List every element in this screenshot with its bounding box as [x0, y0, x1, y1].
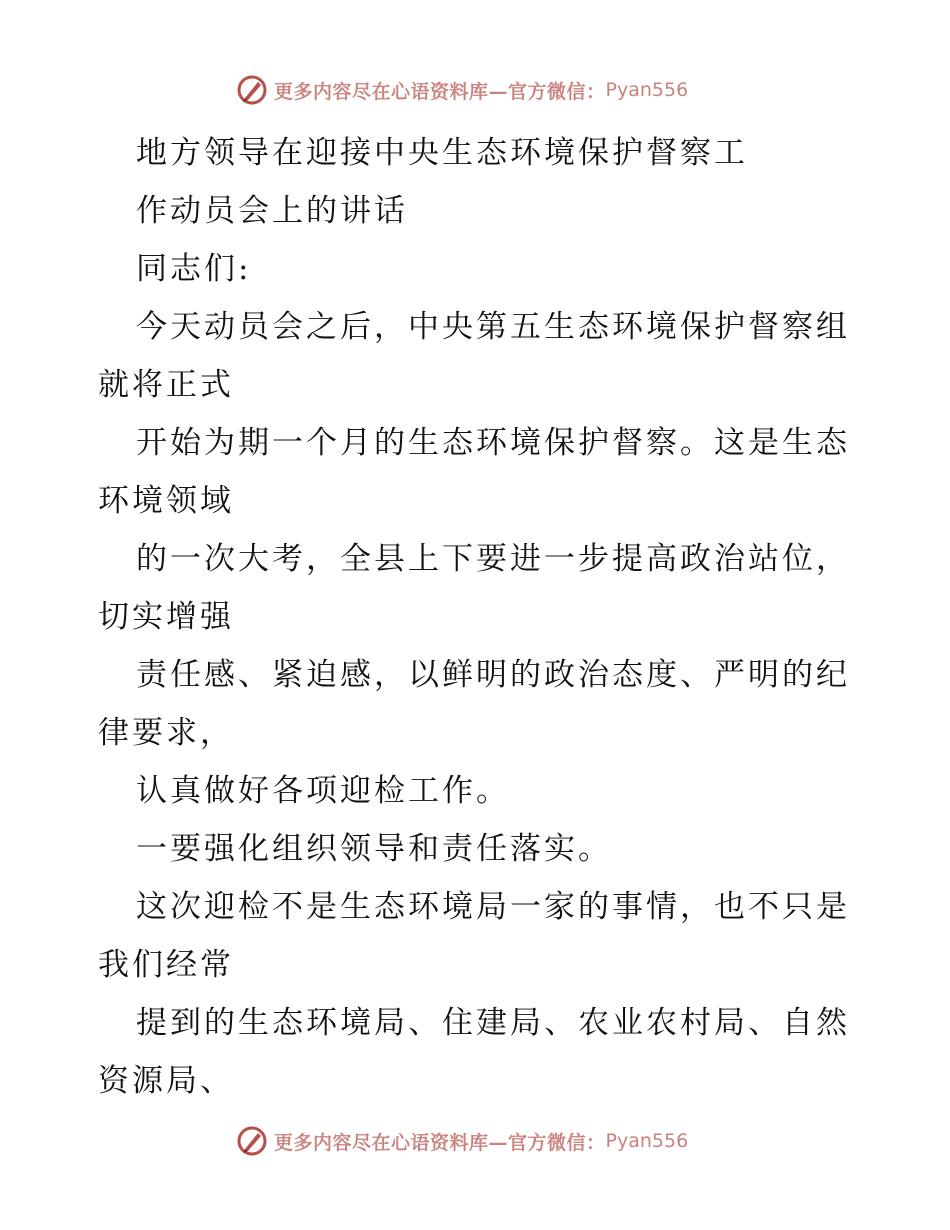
- text-line: 的一次大考，全县上下要进一步提高政治站位，: [136, 541, 850, 577]
- text-line: 切实增强: [98, 599, 234, 635]
- text-line: 资源局、: [98, 1063, 234, 1099]
- text-line: 地方领导在迎接中央生态环境保护督察工: [136, 135, 748, 171]
- text-line: 作动员会上的讲话: [136, 193, 408, 229]
- text-line: 一要强化组织领导和责任落实。: [136, 831, 612, 867]
- text-line: 认真做好各项迎检工作。: [136, 773, 510, 809]
- text-line: 同志们:: [136, 251, 252, 287]
- pen-logo-icon: [236, 74, 268, 106]
- text-line: 律要求，: [98, 715, 234, 751]
- pen-logo-icon: [236, 1125, 268, 1157]
- text-line: 今天动员会之后，中央第五生态环境保护督察组: [136, 309, 850, 345]
- watermark-wechat-id: Pyan556: [605, 1130, 689, 1152]
- text-line: 我们经常: [98, 947, 234, 983]
- text-line: 责任感、紧迫感，以鲜明的政治态度、严明的纪: [136, 657, 850, 693]
- text-line: 这次迎检不是生态环境局一家的事情，也不只是: [136, 889, 850, 925]
- watermark-wechat-id: Pyan556: [605, 79, 689, 101]
- document-body: [98, 124, 858, 1110]
- text-line: 提到的生态环境局、住建局、农业农村局、自然: [136, 1005, 850, 1041]
- watermark-text: 更多内容尽在心语资料库—官方微信：: [274, 80, 606, 103]
- text-line: 就将正式: [98, 367, 234, 403]
- footer-watermark: [236, 1124, 688, 1158]
- watermark-text: 更多内容尽在心语资料库—官方微信：: [274, 1131, 606, 1154]
- text-line: 开始为期一个月的生态环境保护督察。这是生态: [136, 425, 850, 461]
- header-watermark: [236, 73, 688, 107]
- text-line: 环境领域: [98, 483, 234, 519]
